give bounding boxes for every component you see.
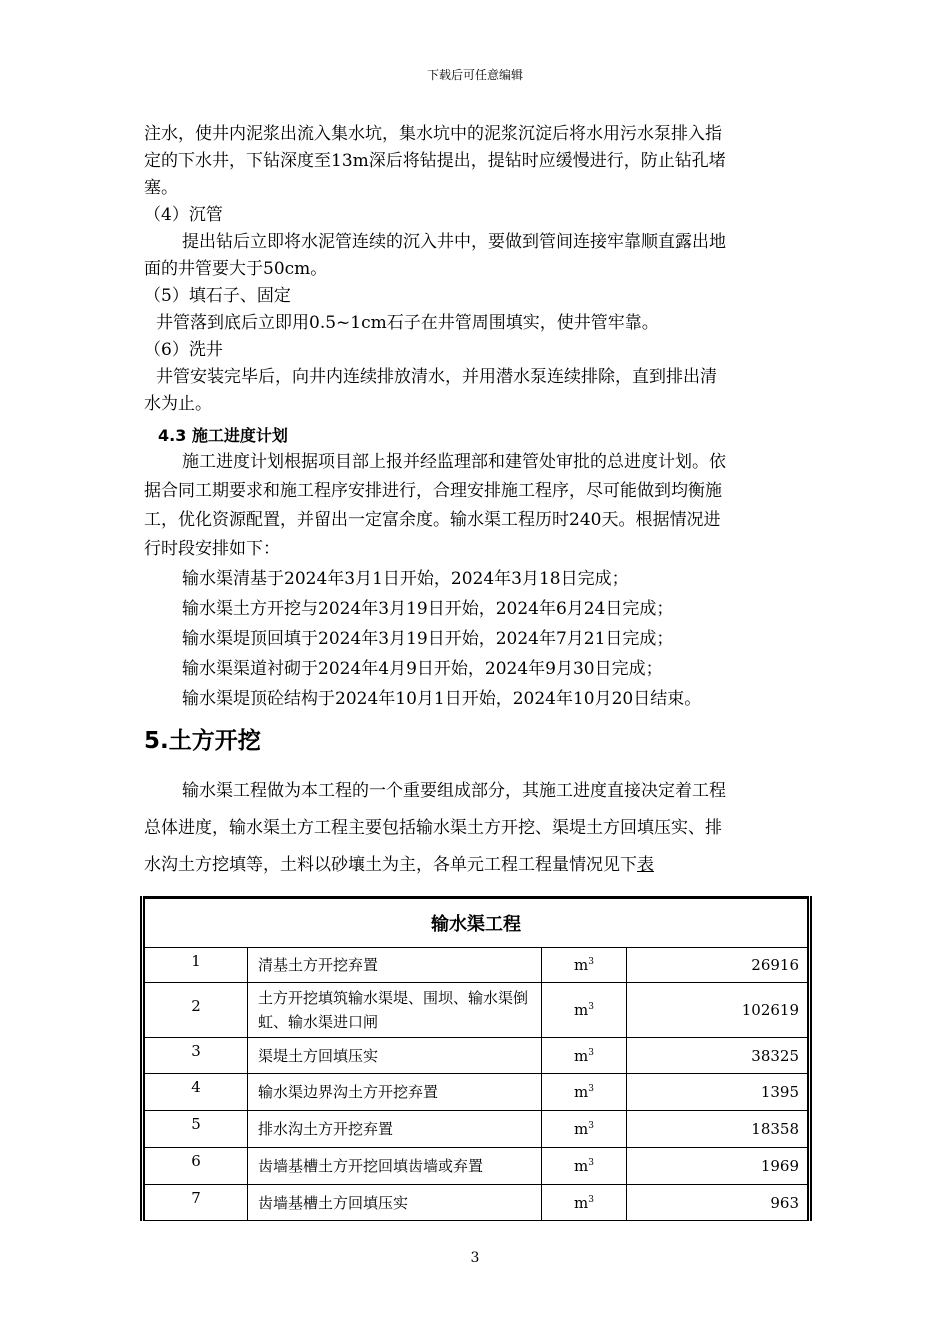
table-reference-link[interactable]: 表 bbox=[637, 855, 654, 875]
section-5 bbox=[144, 722, 809, 884]
step6-line: 井管安装完毕后，向井内连续排放清水，并用潜水泵连续排除，直到排出清 bbox=[156, 367, 717, 387]
row-unit: $m^3$ bbox=[542, 1038, 627, 1074]
table-row bbox=[143, 1148, 810, 1185]
page-number: 3 bbox=[470, 1250, 480, 1266]
row-unit: $m^3$ bbox=[542, 1148, 627, 1185]
row-number: 4 bbox=[143, 1074, 248, 1111]
row-number: 3 bbox=[143, 1038, 248, 1074]
section-4-3-line: 据合同工期要求和施工程序安排进行，合理安排施工程序，尽可能做到均衡施 bbox=[144, 481, 722, 501]
row-unit: $m^3$ bbox=[542, 983, 627, 1038]
table-row bbox=[143, 1038, 810, 1074]
table-row bbox=[143, 1185, 810, 1221]
step6-line: 水为止。 bbox=[144, 394, 212, 414]
row-quantity: 38325 bbox=[627, 1038, 810, 1074]
table-row bbox=[143, 983, 810, 1038]
section-5-line: 水沟土方挖填等，土料以砂壤土为主，各单元工程工程量情况见下 bbox=[144, 855, 637, 875]
table-row bbox=[143, 1111, 810, 1148]
schedule-item: 输水渠堤顶回填于2024年3月19日开始，2024年7月21日完成； bbox=[182, 629, 674, 649]
row-name: 齿墙基槽土方回填压实 bbox=[248, 1185, 542, 1221]
section-4-3-line: 行时段安排如下： bbox=[144, 539, 280, 559]
section-5-line: 总体进度，输水渠土方工程主要包括输水渠土方开挖、渠堤土方回填压实、排 bbox=[144, 818, 722, 838]
row-name: 渠堤土方回填压实 bbox=[248, 1038, 542, 1074]
row-unit: $m^3$ bbox=[542, 948, 627, 983]
schedule-item: 输水渠渠道衬砌于2024年4月9日开始，2024年9月30日完成； bbox=[182, 659, 663, 679]
section-4-3 bbox=[144, 424, 809, 714]
row-quantity: 26916 bbox=[627, 948, 810, 983]
row-unit: $m^3$ bbox=[542, 1074, 627, 1111]
section-5-line-last bbox=[144, 847, 809, 884]
schedule-item: 输水渠堤顶砼结构于2024年10月1日开始，2024年10月20日结束。 bbox=[182, 689, 702, 709]
row-quantity: 18358 bbox=[627, 1111, 810, 1148]
row-quantity: 1969 bbox=[627, 1148, 810, 1185]
row-quantity: 1395 bbox=[627, 1074, 810, 1111]
schedule-item: 输水渠清基于2024年3月1日开始，2024年3月18日完成； bbox=[182, 569, 629, 589]
row-quantity: 102619 bbox=[627, 983, 810, 1038]
step5-text: 井管落到底后立即用0.5~1cm石子在井管周围填实，使井管牢靠。 bbox=[156, 313, 659, 333]
row-name: 排水沟土方开挖弃置 bbox=[248, 1111, 542, 1148]
section-5-title: 5.土方开挖 bbox=[144, 728, 261, 754]
step6-title: （6）洗井 bbox=[144, 340, 223, 360]
para1-line: 塞。 bbox=[144, 178, 178, 198]
row-number: 6 bbox=[143, 1148, 248, 1185]
step4-title: （4）沉管 bbox=[144, 205, 223, 225]
row-unit: $m^3$ bbox=[542, 1111, 627, 1148]
table-title: 输水渠工程 bbox=[143, 898, 810, 948]
step5-title: （5）填石子、固定 bbox=[144, 286, 291, 306]
row-number: 7 bbox=[143, 1185, 248, 1221]
quantity-table bbox=[140, 896, 812, 1221]
row-number: 2 bbox=[143, 983, 248, 1038]
row-name: 输水渠边界沟土方开挖弃置 bbox=[248, 1074, 542, 1111]
body-text-top bbox=[144, 121, 809, 418]
row-unit: $m^3$ bbox=[542, 1185, 627, 1221]
row-quantity: 963 bbox=[627, 1185, 810, 1221]
section-5-line: 输水渠工程做为本工程的一个重要组成部分，其施工进度直接决定着工程 bbox=[182, 781, 726, 801]
schedule-item: 输水渠土方开挖与2024年3月19日开始，2024年6月24日完成； bbox=[182, 599, 674, 619]
section-4-3-line: 施工进度计划根据项目部上报并经监理部和建管处审批的总进度计划。依 bbox=[182, 452, 726, 472]
para1-line: 定的下水井，下钻深度至13m深后将钻提出，提钻时应缓慢进行，防止钻孔堵 bbox=[144, 151, 726, 171]
para1-line: 注水，使井内泥浆出流入集水坑，集水坑中的泥浆沉淀后将水用污水泵排入指 bbox=[144, 124, 722, 144]
section-4-3-line: 工，优化资源配置，并留出一定富余度。输水渠工程历时240天。根据情况进 bbox=[144, 510, 721, 530]
table-row bbox=[143, 948, 810, 983]
row-number: 5 bbox=[143, 1111, 248, 1148]
step4-line: 面的井管要大于50cm。 bbox=[144, 259, 328, 279]
row-name: 齿墙基槽土方开挖回填齿墙或弃置 bbox=[248, 1148, 542, 1185]
step4-line: 提出钻后立即将水泥管连续的沉入井中，要做到管间连接牢靠顺直露出地 bbox=[182, 232, 726, 252]
table-row bbox=[143, 1074, 810, 1111]
row-name: 土方开挖填筑输水渠堤、围坝、输水渠倒虹、输水渠进口闸 bbox=[248, 983, 542, 1038]
row-number: 1 bbox=[143, 948, 248, 983]
section-4-3-title: 4.3 施工进度计划 bbox=[158, 426, 288, 445]
page-header: 下载后可任意编辑 bbox=[426, 68, 523, 82]
row-name: 清基土方开挖弃置 bbox=[248, 948, 542, 983]
